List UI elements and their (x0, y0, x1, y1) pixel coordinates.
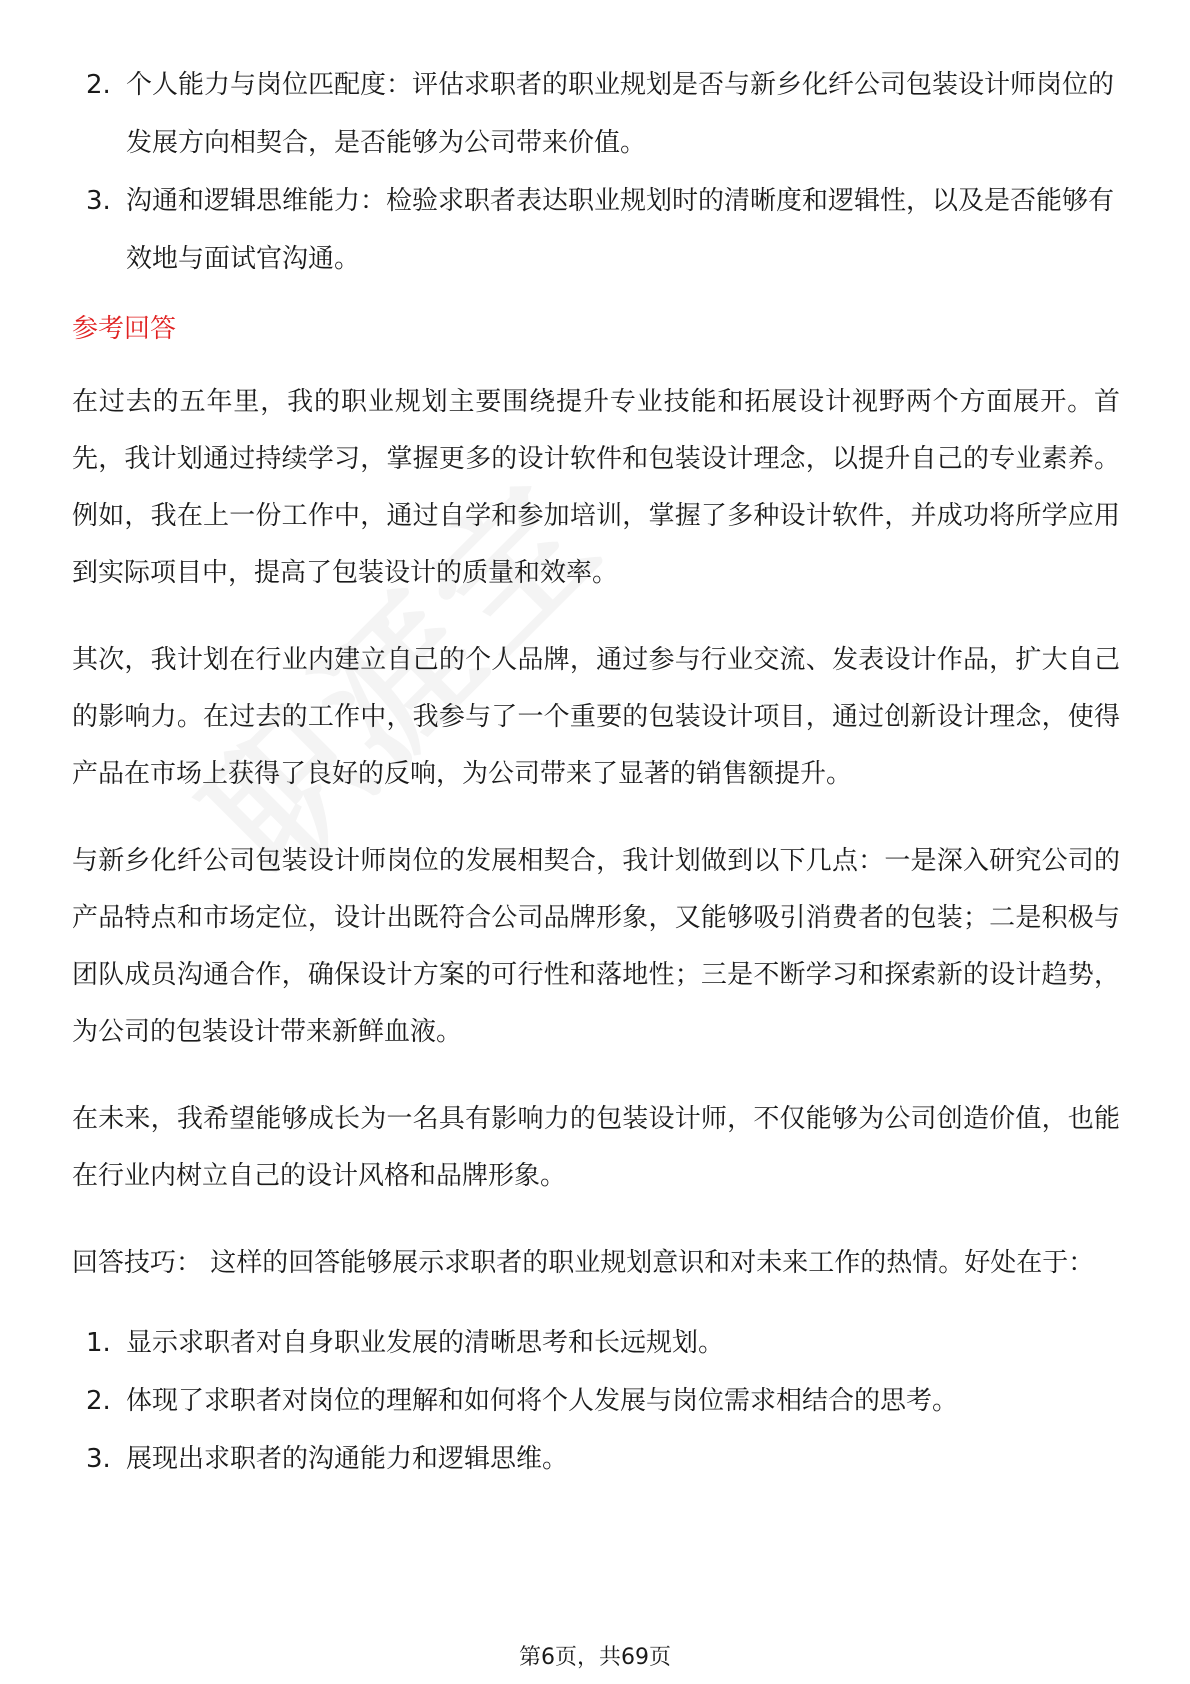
list-item (72, 1372, 1120, 1430)
list-item (72, 1430, 1120, 1488)
list-item-text: 个人能力与岗位匹配度：评估求职者的职业规划是否与新乡化纤公司包装设计师岗位的发展方向相契合，是否能够为公司带来价值。 (126, 70, 1115, 158)
answer-paragraph: 其次，我计划在行业内建立自己的个人品牌，通过参与行业交流、发表设计作品，扩大自己的影响力。在过去的工作中，我参与了一个重要的包装设计项目，通过创新设计理念，使得产品在市场上获得了良好的反响，为公司带来了显著的销售额提升。 (72, 645, 1120, 789)
list-item (72, 1314, 1120, 1372)
answer-tip-paragraph: 回答技巧： 这样的回答能够展示求职者的职业规划意识和对未来工作的热情。好处在于： (72, 1248, 1095, 1278)
page-content (72, 56, 1120, 1488)
list-item-number: 2. (86, 70, 111, 100)
list-item (72, 172, 1120, 288)
reference-answer-heading: 参考回答 (72, 314, 177, 344)
list-item-text: 展现出求职者的沟通能力和逻辑思维。 (126, 1444, 569, 1474)
list-item-text: 显示求职者对自身职业发展的清晰思考和长远规划。 (126, 1328, 725, 1358)
list-item-text: 沟通和逻辑思维能力：检验求职者表达职业规划时的清晰度和逻辑性，以及是否能够有效地与面试官沟通。 (126, 186, 1115, 274)
list-item-number: 3. (86, 186, 111, 216)
list-item-number: 3. (86, 1444, 111, 1474)
answer-paragraph: 在未来，我希望能够成长为一名具有影响力的包装设计师，不仅能够为公司创造价值，也能在行业内树立自己的设计风格和品牌形象。 (72, 1104, 1120, 1191)
page-footer: 第6页，共69页 (519, 1645, 671, 1670)
answer-paragraph: 与新乡化纤公司包装设计师岗位的发展相契合，我计划做到以下几点：一是深入研究公司的产品特点和市场定位，设计出既符合公司品牌形象，又能够吸引消费者的包装；二是积极与团队成员沟通合作，确保设计方案的可行性和落地性；三是不断学习和探索新的设计趋势，为公司的包装设计带来新鲜血液。 (72, 846, 1120, 1047)
list-item-number: 2. (86, 1386, 111, 1416)
list-item-number: 1. (86, 1328, 111, 1358)
answer-paragraph: 在过去的五年里，我的职业规划主要围绕提升专业技能和拓展设计视野两个方面展开。首先，我计划通过持续学习，掌握更多的设计软件和包装设计理念，以提升自己的专业素养。例如，我在上一份工作中，通过自学和参加培训，掌握了多种设计软件，并成功将所学应用到实际项目中，提高了包装设计的质量和效率。 (72, 387, 1120, 588)
list-item-text: 体现了求职者对岗位的理解和如何将个人发展与岗位需求相结合的思考。 (126, 1386, 959, 1416)
list-item (72, 56, 1120, 172)
evaluation-points-list (72, 56, 1120, 288)
benefits-list (72, 1314, 1120, 1488)
